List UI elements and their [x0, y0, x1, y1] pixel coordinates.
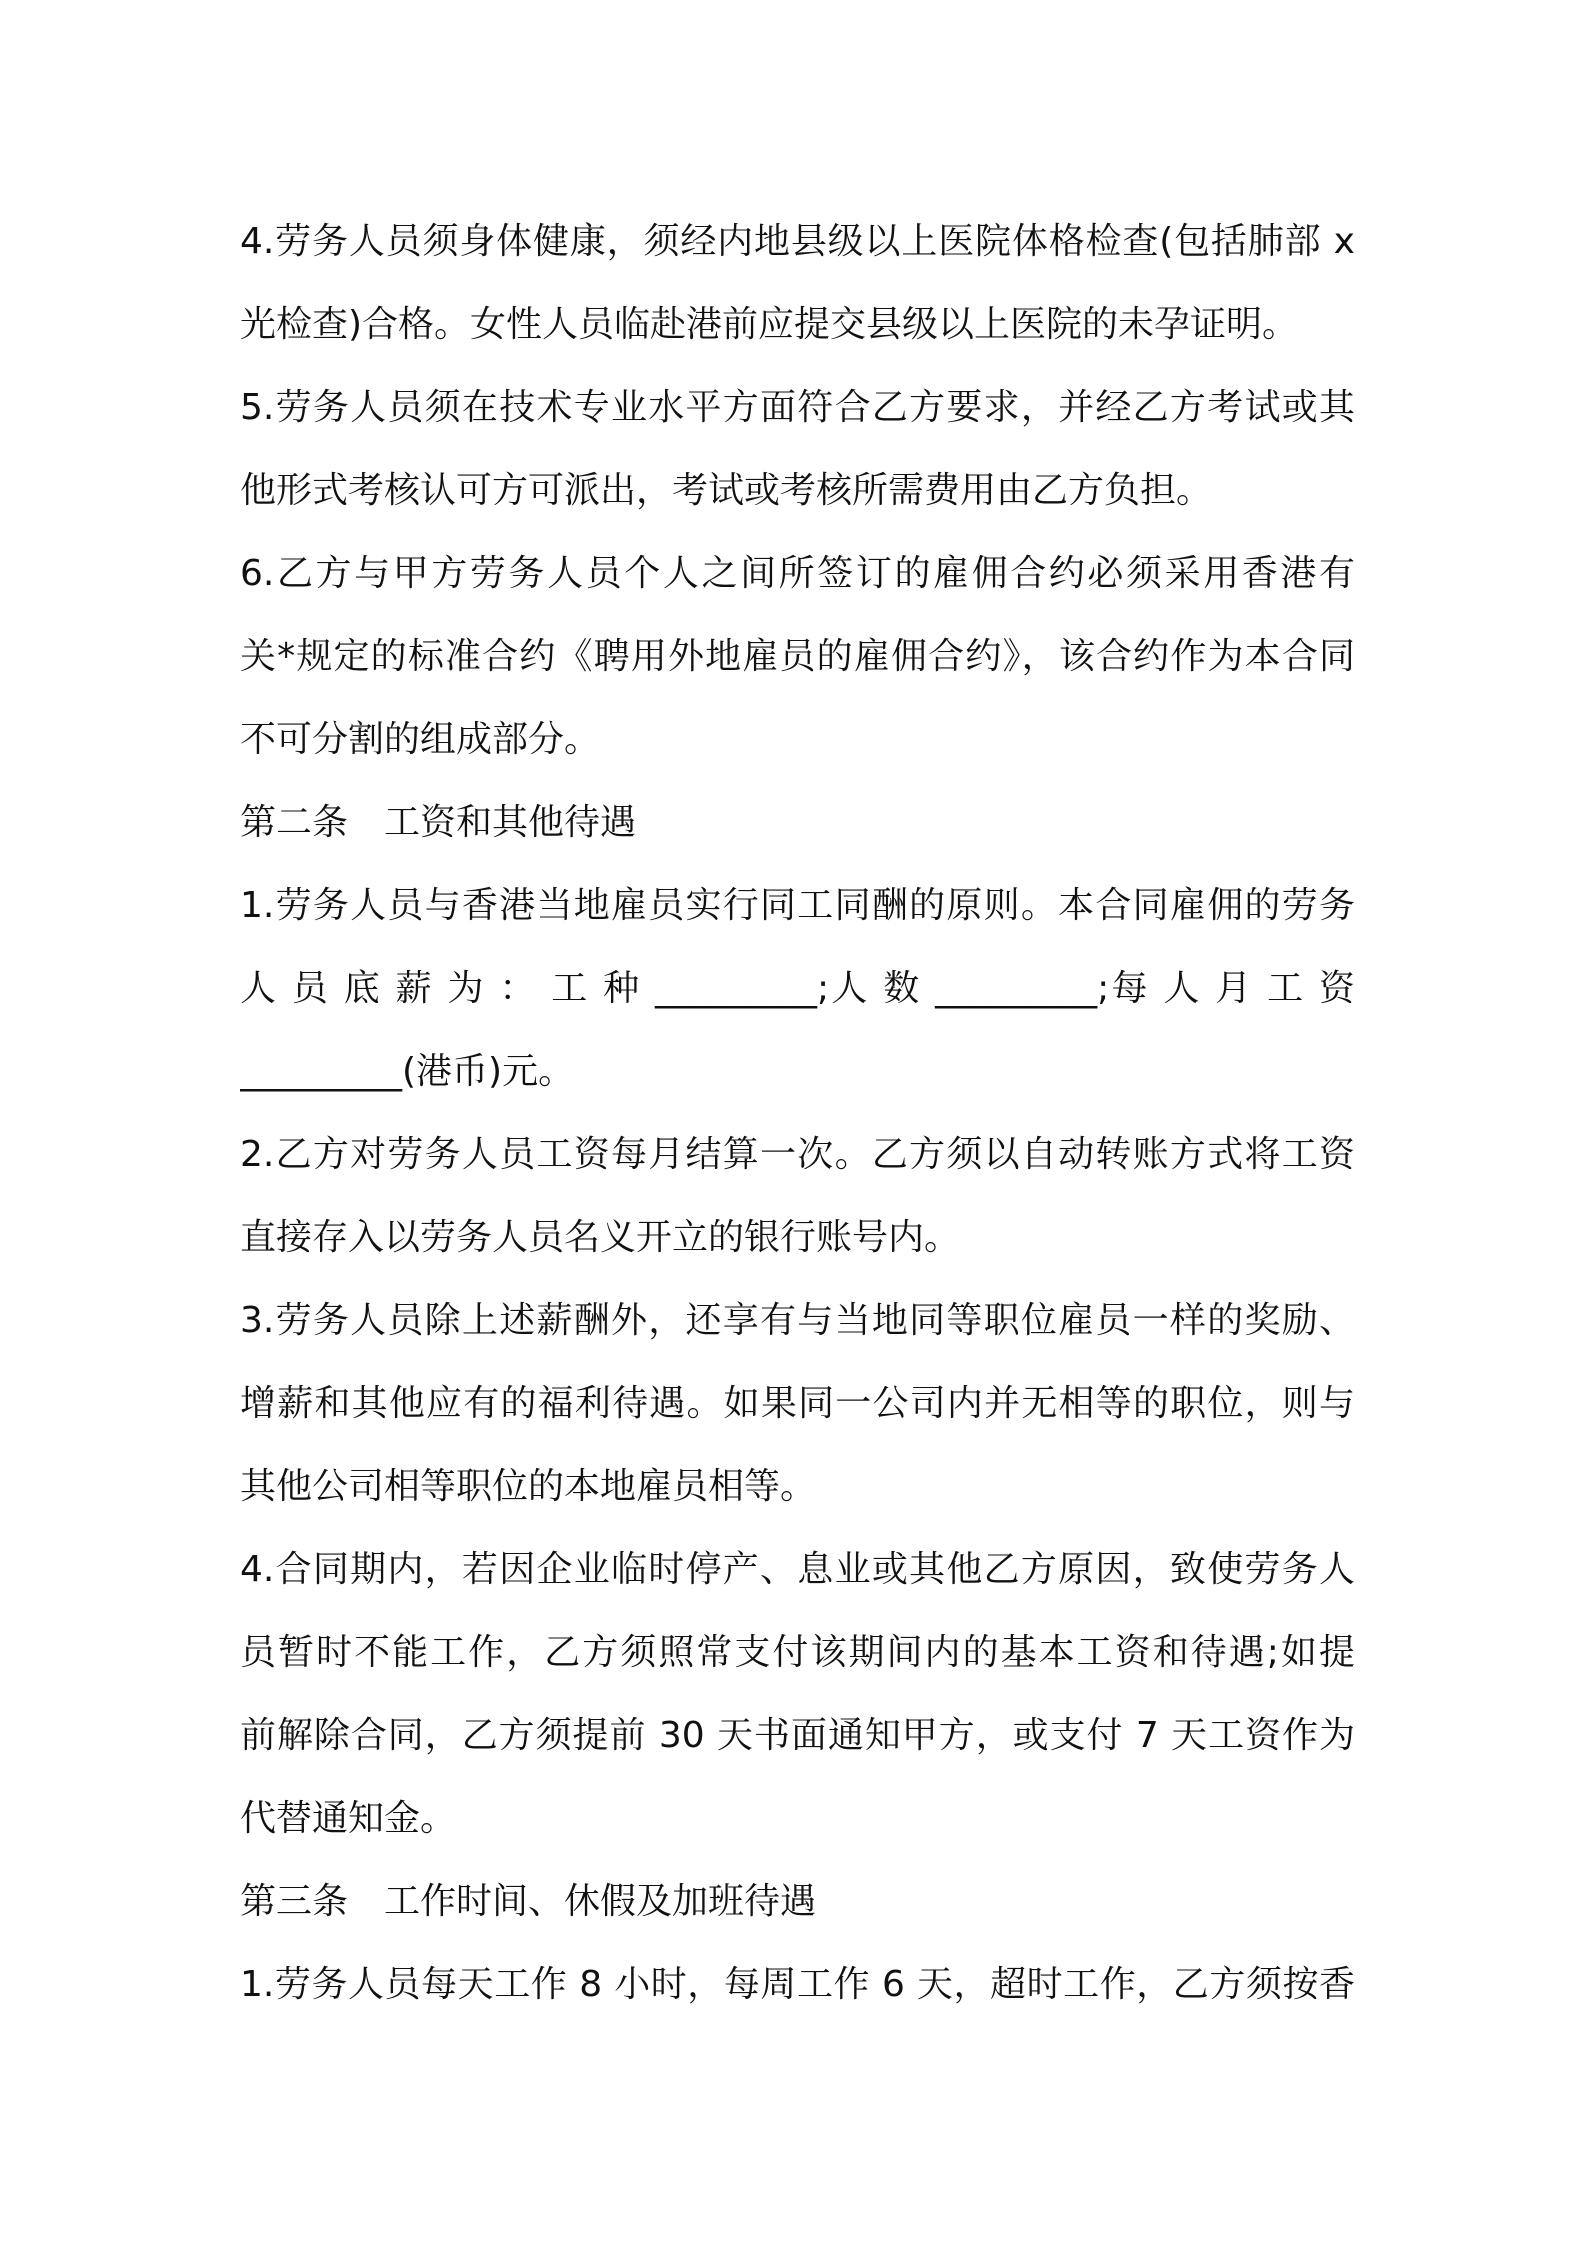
text-line: 1.劳务人员与香港当地雇员实行同工同酬的原则。本合同雇佣的劳务 — [240, 885, 1355, 926]
text-line: 2.乙方对劳务人员工资每月结算一次。乙方须以自动转账方式将工资 — [240, 1134, 1355, 1175]
text-line: 增薪和其他应有的福利待遇。如果同一公司内并无相等的职位，则与 — [240, 1383, 1355, 1424]
text-line: 代替通知金。 — [240, 1798, 457, 1839]
text-line-with-blanks: 人 员 底 薪 为 ： 工 种 _________;人 数 _________;每 人 月 工 资 — [240, 968, 1355, 1009]
text-line: 5.劳务人员须在技术专业水平方面符合乙方要求，并经乙方考试或其 — [240, 387, 1355, 428]
text-line: 6.乙方与甲方劳务人员个人之间所签订的雇佣合约必须采用香港有 — [240, 553, 1355, 594]
text-line: 光检查)合格。女性人员临赴港前应提交县级以上医院的未孕证明。 — [240, 304, 1299, 345]
text-line: 其他公司相等职位的本地雇员相等。 — [240, 1466, 817, 1507]
text-line: 前解除合同，乙方须提前 30 天书面通知甲方，或支付 7 天工资作为 — [240, 1715, 1355, 1756]
text-line: 不可分割的组成部分。 — [240, 719, 601, 760]
text-line: 4.劳务人员须身体健康，须经内地县级以上医院体格检查(包括肺部 x — [240, 221, 1355, 262]
text-line: 直接存入以劳务人员名义开立的银行账号内。 — [240, 1217, 961, 1258]
section-heading: 第二条 工资和其他待遇 — [240, 802, 637, 843]
text-line: 他形式考核认可方可派出，考试或考核所需费用由乙方负担。 — [240, 470, 1213, 511]
section-heading: 第三条 工作时间、休假及加班待遇 — [240, 1881, 817, 1922]
text-line: 4.合同期内，若因企业临时停产、息业或其他乙方原因，致使劳务人 — [240, 1549, 1355, 1590]
text-line-with-blanks: _________(港币)元。 — [240, 1051, 575, 1092]
text-line: 员暂时不能工作，乙方须照常支付该期间内的基本工资和待遇;如提 — [240, 1632, 1355, 1673]
document-body — [240, 200, 1355, 2026]
text-line: 关*规定的标准合约《聘用外地雇员的雇佣合约》，该合约作为本合同 — [240, 636, 1355, 677]
text-line: 3.劳务人员除上述薪酬外，还享有与当地同等职位雇员一样的奖励、 — [240, 1300, 1355, 1341]
text-line: 1.劳务人员每天工作 8 小时，每周工作 6 天，超时工作，乙方须按香 — [240, 1964, 1355, 2005]
